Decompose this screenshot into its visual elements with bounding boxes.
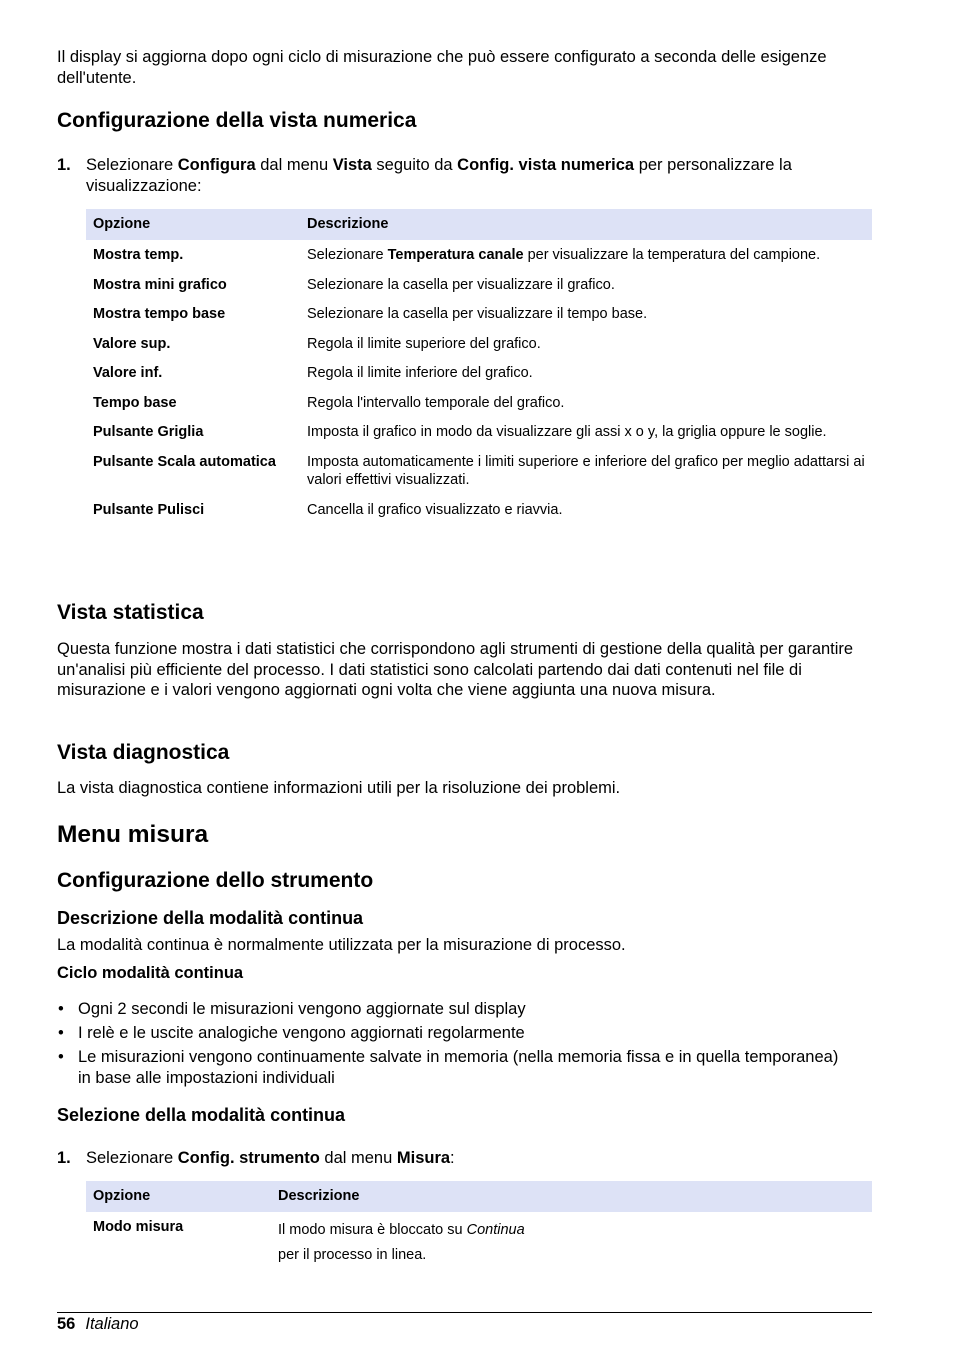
bullet-dot: •	[58, 1024, 64, 1042]
step-number: 1.	[57, 156, 71, 174]
diag-view-heading: Vista diagnostica	[57, 741, 230, 764]
option-name: Pulsante Griglia	[93, 424, 204, 440]
option-name: Mostra temp.	[93, 247, 184, 263]
option-description: Il modo misura è bloccato su Continua per il processo in linea.	[278, 1222, 525, 1263]
option-description: Regola il limite superiore del grafico.	[307, 335, 541, 352]
option-description: Regola l'intervallo temporale del grafico.	[307, 394, 565, 411]
header-description: Descrizione	[271, 1181, 872, 1212]
option-name: Tempo base	[93, 394, 177, 411]
step-bold-misura: Misura	[396, 1149, 451, 1167]
step-text-2: dal menu	[255, 156, 333, 174]
numeric-view-heading: Configurazione della vista numerica	[57, 109, 417, 132]
option-description: Selezionare la casella per visualizzare il grafico.	[307, 276, 615, 293]
option-name: Mostra mini grafico	[93, 276, 227, 293]
continuous-mode-desc-paragraph: La modalità continua è normalmente utilizzata per la misurazione di processo.	[57, 936, 626, 954]
option-name: Valore sup.	[93, 335, 171, 352]
option-description: Cancella il grafico visualizzato e riavvia.	[307, 501, 563, 518]
measure-options-table	[86, 1181, 872, 1273]
option-name: Pulsante Pulisci	[93, 501, 205, 518]
table-row	[86, 447, 872, 495]
option-description: Imposta il grafico in modo da visualizzare gli assi x o y, la griglia oppure le soglie.	[307, 424, 827, 440]
list-item: • I relè e le uscite analogiche vengono aggiornati regolarmente	[58, 1024, 525, 1042]
stat-view-heading: Vista statistica	[57, 601, 204, 624]
measure-menu-heading: Menu misura	[57, 821, 209, 848]
option-description: Imposta automaticamente i limiti superiore e inferiore del grafico per meglio adattarsi ai valori effettivi visualizzati.	[307, 453, 865, 488]
table-row	[86, 1212, 872, 1273]
table-header-row	[86, 1181, 872, 1212]
step-text-3: seguito da	[371, 156, 458, 174]
table-row	[86, 240, 872, 270]
option-name: Mostra tempo base	[93, 306, 226, 322]
header-option: Opzione	[86, 1181, 271, 1212]
footer-language: Italiano	[85, 1315, 139, 1333]
page-footer	[57, 1312, 872, 1334]
continuous-cycle-list	[57, 999, 847, 1092]
intro-paragraph: Il display si aggiorna dopo ogni ciclo di misurazione che può essere configurato a seconda delle esigenze dell'utente.	[57, 48, 827, 87]
page-number: 56	[57, 1315, 76, 1333]
table-row	[86, 388, 872, 418]
step-text-4: per personalizzare la visualizzazione:	[86, 156, 792, 195]
table-row	[86, 358, 872, 388]
step-bold-config-vista: Config. vista numerica	[457, 156, 635, 174]
header-option: Opzione	[86, 209, 300, 240]
option-name: Pulsante Scala automatica	[93, 453, 276, 470]
continuous-select-heading: Selezione della modalità continua	[57, 1105, 346, 1125]
table-row	[86, 495, 872, 525]
step-bold-config-strumento: Config. strumento	[177, 1149, 320, 1167]
bullet-dot: •	[58, 1000, 64, 1018]
step-bold-configura: Configura	[177, 156, 256, 174]
step-text-1: Selezionare	[86, 156, 178, 174]
continuous-mode-desc-heading: Descrizione della modalità continua	[57, 908, 364, 928]
bullet-dot: •	[58, 1048, 64, 1066]
step-bold-vista: Vista	[332, 156, 372, 174]
option-description: Regola il limite inferiore del grafico.	[307, 365, 533, 381]
option-name: Valore inf.	[93, 365, 163, 381]
option-description: Selezionare la casella per visualizzare il tempo base.	[307, 306, 648, 322]
list-item: • Le misurazioni vengono continuamente salvate in memoria (nella memoria fissa e in quella temporanea) in base alle impostazioni individuali	[58, 1048, 839, 1087]
table-row	[86, 270, 872, 300]
numeric-options-table	[86, 209, 872, 524]
numeric-step-1	[57, 155, 872, 196]
instrument-config-heading: Configurazione dello strumento	[57, 869, 374, 892]
table-row	[86, 417, 872, 447]
table-row	[86, 329, 872, 359]
option-name: Modo misura	[93, 1219, 184, 1235]
stat-view-paragraph: Questa funzione mostra i dati statistici che corrispondono agli strumenti di gestione della qualità per garantire un'analisi più efficiente del processo. I dati statistici sono calcolati partendo dai dati contenuti nel file di misurazione e i valori vengono aggiornati ogni volta che viene aggiunta una nuova misura.	[57, 640, 854, 699]
measure-step-1: 1. Selezionare Config. strumento dal menu Misura:	[57, 1149, 455, 1167]
table-header-row	[86, 209, 872, 240]
option-description: Selezionare Temperatura canale per visualizzare la temperatura del campione.	[307, 247, 821, 263]
list-item: • Ogni 2 secondi le misurazioni vengono aggiornate sul display	[58, 1000, 526, 1018]
diag-view-paragraph: La vista diagnostica contiene informazioni utili per la risoluzione dei problemi.	[57, 779, 621, 797]
step-number: 1.	[57, 1149, 71, 1167]
continuous-cycle-heading: Ciclo modalità continua	[57, 964, 244, 982]
table-row	[86, 299, 872, 329]
header-description: Descrizione	[300, 209, 872, 240]
